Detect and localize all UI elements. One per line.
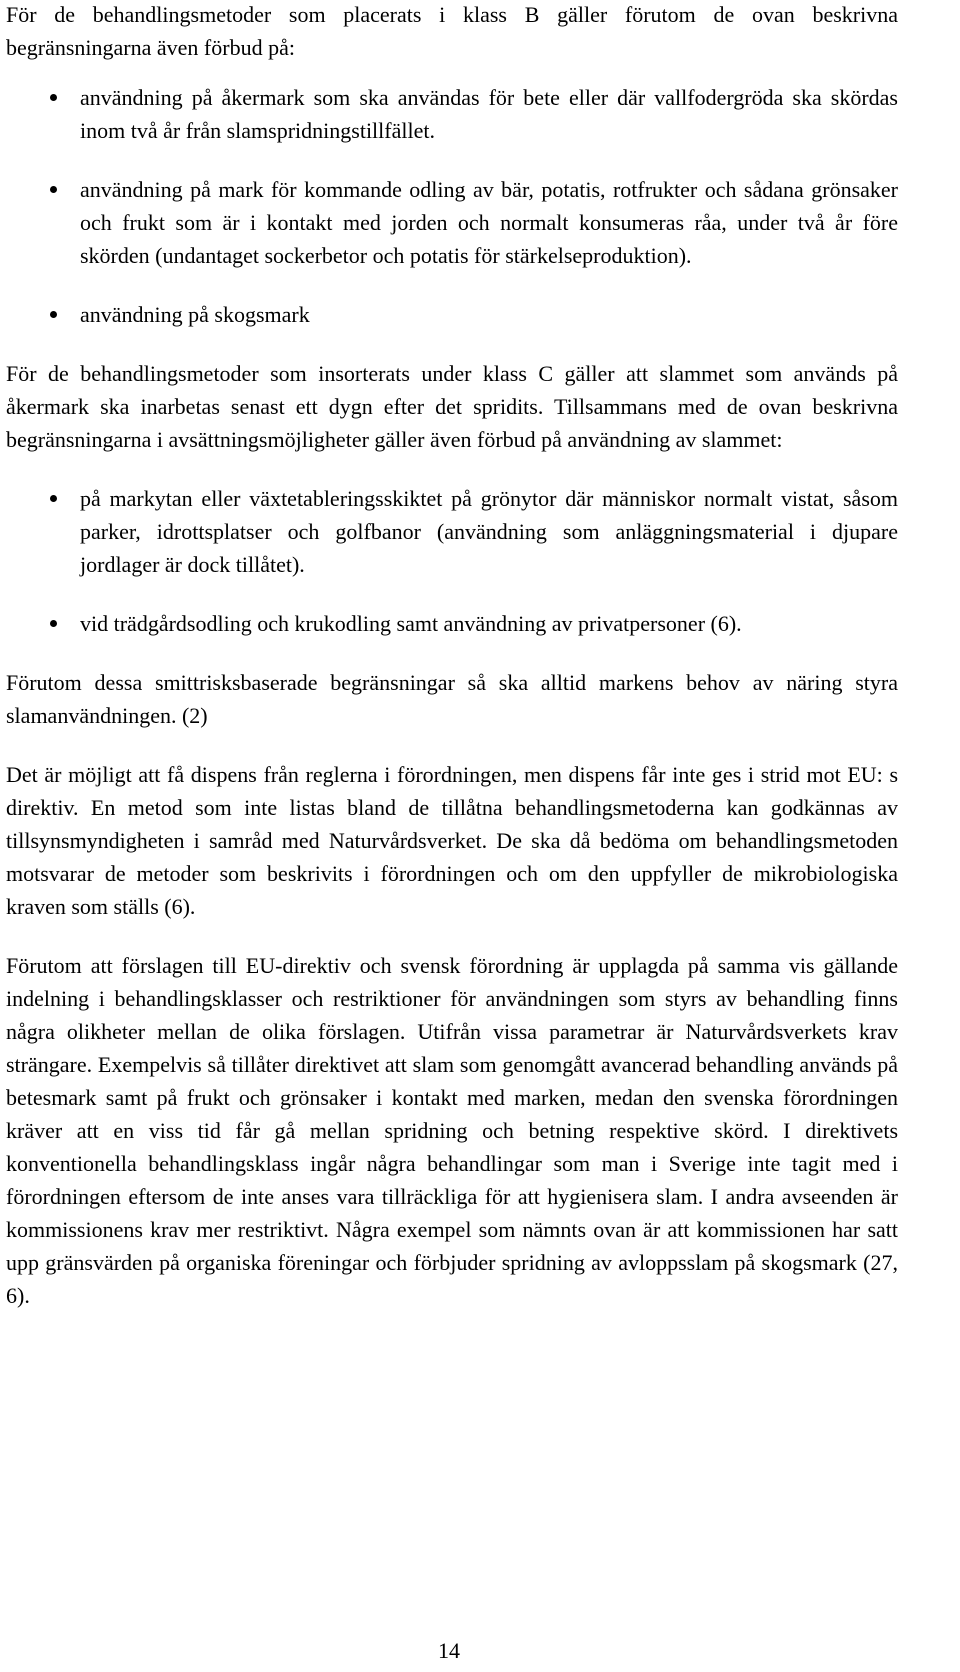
bullet-icon (50, 620, 57, 627)
list-item (6, 482, 898, 581)
list-item-text: användning på åkermark som ska användas för bete eller där vallfodergröda ska skördas inom två år från slamspridningstillfället. (80, 85, 898, 143)
class-b-restrictions-list (6, 81, 898, 331)
bullet-icon (50, 495, 57, 502)
paragraph-eu-comparison: Förutom att förslagen till EU-direktiv och svensk förordning är upplagda på samma vis gällande indelning i behandlingsklasser och restriktioner för användningen som styrs av behandling finns några olikheter mellan de olika förslagen. Utifrån vissa parametrar är Naturvårdsverkets krav strängare. Exempelvis så tillåter direktivet att slam som genomgått avancerad behandling används på betesmark samt på frukt och grönsaker i kontakt med marken, medan den svenska förordningen kräver att en viss tid får gå mellan spridning och betning respektive skörd. I direktivets konventionella behandlingsklass ingår några behandlingar som man i Sverige inte tagit med i förordningen eftersom de inte anses vara tillräckliga för att hygienisera slam. I andra avseenden är kommissionens krav mer restriktivt. Några exempel som nämnts ovan är att kommissionen har satt upp gränsvärden på organiska föreningar och förbjuder spridning av avloppsslam på skogsmark (27, 6). (6, 953, 898, 1308)
paragraph-nutrient-needs: Förutom dessa smittrisksbaserade begränsningar så ska alltid markens behov av näring styra slamanvändningen. (2) (6, 670, 898, 728)
bullet-icon (50, 311, 57, 318)
bullet-icon (50, 186, 57, 193)
page-number: 14 (438, 1638, 460, 1663)
list-item (6, 607, 898, 640)
paragraph-class-b-intro: För de behandlingsmetoder som placerats i klass B gäller förutom de ovan beskrivna begränsningarna även förbud på: (6, 2, 898, 60)
list-item (6, 298, 898, 331)
list-item-text: användning på mark för kommande odling av bär, potatis, rotfrukter och sådana grönsaker och frukt som är i kontakt med jorden och normalt konsumeras råa, under två år före skörden (undantaget sockerbetor och potatis för stärkelseproduktion). (80, 177, 898, 268)
paragraph-class-c-intro: För de behandlingsmetoder som insorterats under klass C gäller att slammet som används på åkermark ska inarbetas senast ett dygn efter det spridits. Tillsammans med de ovan beskrivna begränsningarna i avsättningsmöjligheter gäller även förbud på användning av slammet: (6, 361, 898, 452)
bullet-icon (50, 94, 57, 101)
list-item-text: vid trädgårdsodling och krukodling samt användning av privatpersoner (6). (80, 611, 742, 636)
paragraph-dispensation: Det är möjligt att få dispens från reglerna i förordningen, men dispens får inte ges i strid mot EU: s direktiv. En metod som inte listas bland de tillåtna behandlingsmetoderna kan godkännas av tillsynsmyndigheten i samråd med Naturvårdsverket. De ska då bedöma om behandlingsmetoden motsvarar de metoder som beskrivits i förordningen och om den uppfyller de mikrobiologiska kraven som ställs (6). (6, 762, 898, 919)
list-item (6, 173, 898, 272)
list-item (6, 81, 898, 147)
document-page (6, 0, 898, 1312)
list-item-text: på markytan eller växtetableringsskiktet på grönytor där människor normalt vistat, såsom parker, idrottsplatser och golfbanor (användning som anläggningsmaterial i djupare jordlager är dock tillåtet). (80, 486, 898, 577)
class-c-restrictions-list (6, 482, 898, 640)
list-item-text: användning på skogsmark (80, 302, 310, 327)
